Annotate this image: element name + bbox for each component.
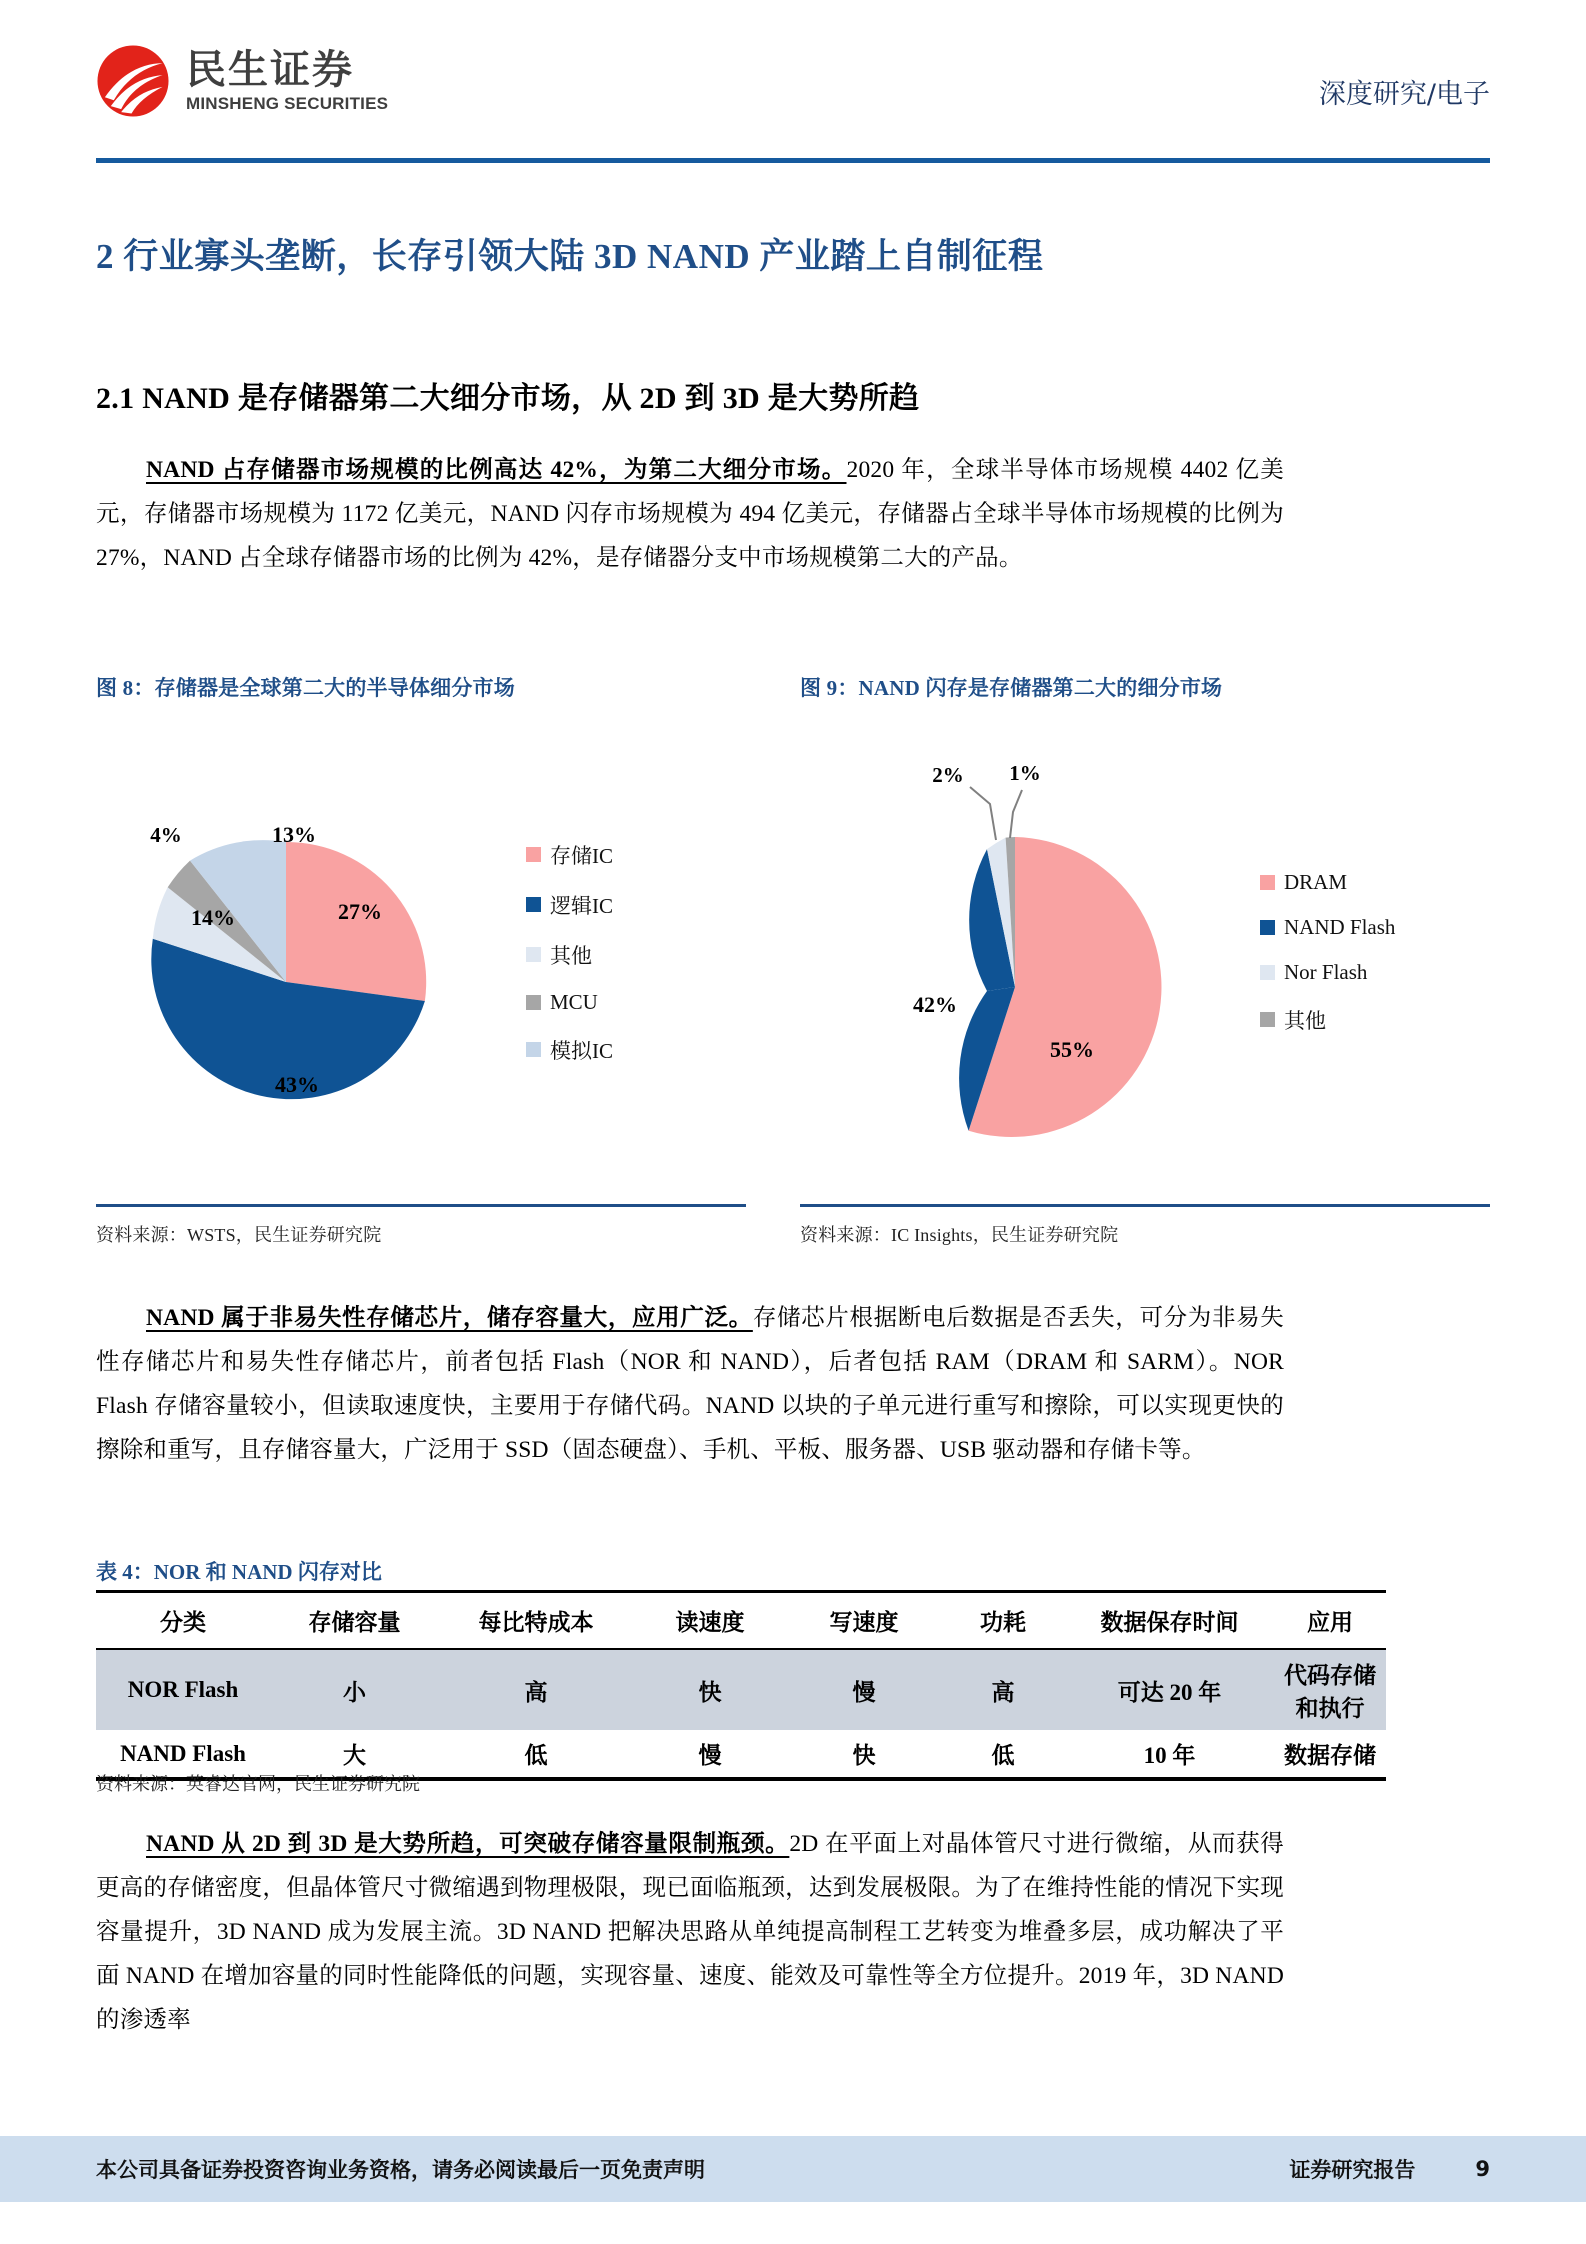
paragraph-3: [96, 1822, 1284, 2042]
figure-9-legend: [1260, 870, 1395, 1035]
pie-slice-label-qita: 1%: [1009, 761, 1041, 785]
legend-item-nor-flash: [1260, 960, 1395, 985]
table-header-row: [96, 1592, 1386, 1650]
footer-doc-type: 证券研究报告: [1289, 2158, 1416, 2182]
legend-item-moni-ic: [526, 1035, 613, 1065]
pie-chart-memory-segments: [800, 732, 1260, 1172]
table-cell: 慢: [633, 1730, 787, 1779]
table-col-header-category: 分类: [96, 1592, 270, 1650]
legend-item-luoji-ic: [526, 890, 613, 920]
legend-swatch-icon: [1260, 920, 1275, 935]
company-logo: [96, 44, 388, 118]
table-cell: 代码存储和执行: [1274, 1649, 1386, 1730]
legend-item-qita: [526, 940, 613, 970]
table-cell: 小: [270, 1649, 439, 1730]
figure-9-title: 图 9：NAND 闪存是存储器第二大的细分市场: [800, 676, 1223, 700]
table-cell: 数据存储: [1274, 1730, 1386, 1779]
pie-chart-semiconductor-segments: [96, 732, 526, 1172]
paragraph-3-lead: NAND 从 2D 到 3D 是大势所趋，可突破存储容量限制瓶颈。: [146, 1831, 790, 1857]
legend-label: NAND Flash: [1284, 914, 1396, 939]
pie-slice-label-nor-flash: 2%: [932, 763, 964, 787]
table-cell: 慢: [787, 1649, 941, 1730]
header-divider: [96, 158, 1490, 163]
legend-item-cunchu-ic: [526, 840, 613, 870]
legend-swatch-icon: [526, 947, 541, 962]
table-cell: 低: [439, 1730, 633, 1779]
legend-item-nand-flash: [1260, 915, 1395, 940]
legend-label: 存储IC: [550, 843, 613, 868]
logo-chinese-text: 民生证券: [186, 46, 354, 93]
table-col-header-cost-per-bit: 每比特成本: [439, 1592, 633, 1650]
legend-label: 其他: [550, 943, 592, 968]
legend-swatch-icon: [1260, 1012, 1275, 1027]
table-col-header-power: 功耗: [941, 1592, 1065, 1650]
legend-label: Nor Flash: [1284, 959, 1368, 984]
figure-9: [800, 672, 1490, 1252]
page-footer: [0, 2136, 1586, 2202]
table-4-source: 资料来源：英睿达官网，民生证券研究院: [96, 1774, 420, 1794]
table-cell: 高: [439, 1649, 633, 1730]
paragraph-1: [96, 448, 1284, 580]
table-col-header-read-speed: 读速度: [633, 1592, 787, 1650]
figure-9-divider: [800, 1204, 1490, 1207]
table-row-nor-flash: [96, 1649, 1386, 1730]
pie-slice-label-cunchu-ic: 27%: [338, 899, 382, 924]
pie-slice-label-dram: 55%: [1050, 1037, 1094, 1062]
table-cell: 可达 20 年: [1065, 1649, 1274, 1730]
table-cell: 快: [787, 1730, 941, 1779]
legend-swatch-icon: [1260, 965, 1275, 980]
paragraph-1-lead: NAND 占存储器市场规模的比例高达 42%，为第二大细分市场。: [146, 457, 847, 483]
table-cell: NOR Flash: [96, 1649, 270, 1730]
legend-label: DRAM: [1284, 869, 1348, 894]
figure-8-divider: [96, 1204, 746, 1207]
paragraph-2: [96, 1296, 1284, 1472]
table-col-header-write-speed: 写速度: [787, 1592, 941, 1650]
table-4-title: 表 4：NOR 和 NAND 闪存对比: [96, 1560, 382, 1584]
callout-leader-line: [1010, 790, 1022, 838]
legend-label: 模拟IC: [550, 1038, 613, 1063]
legend-label: 其他: [1284, 1008, 1326, 1033]
pie-slice-label-nand-flash: 42%: [913, 992, 957, 1017]
section-heading-1: 2 行业寡头垄断，长存引领大陆 3D NAND 产业踏上自制征程: [96, 237, 1044, 276]
figure-8-chart: [96, 702, 746, 1202]
table-cell: 低: [941, 1730, 1065, 1779]
pie-slice-label-qita: 14%: [191, 905, 235, 930]
figure-8-legend: [526, 840, 613, 1065]
pie-slice-label-luoji-ic: 43%: [275, 1072, 319, 1097]
table-col-header-retention: 数据保存时间: [1065, 1592, 1274, 1650]
legend-swatch-icon: [526, 847, 541, 862]
paragraph-3-body: 2D 在平面上对晶体管尺寸进行微缩，从而获得更高的存储密度，但晶体管尺寸微缩遇到物理极限，现已面临瓶颈，达到发展极限。为了在维持性能的情况下实现容量提升，3D NAND 成为发展主流。3D NAND 把解决思路从单纯提高制程工艺转变为堆叠多层，成功解决了平面 NAND 在增加容量的同时性能降低的问题，实现容量、速度、能效及可靠性等全方位提升。2019 年，3D NAND 的渗透率: [96, 1831, 1284, 2033]
legend-item-mcu: [526, 990, 613, 1015]
figure-8: [96, 672, 746, 1252]
callout-leader-line: [970, 787, 996, 840]
paragraph-2-lead: NAND 属于非易失性存储芯片，储存容量大，应用广泛。: [146, 1305, 753, 1331]
legend-item-qita: [1260, 1005, 1395, 1035]
header-category-label: 深度研究/电子: [1318, 79, 1490, 110]
logo-english-text: MINSHENG SECURITIES: [186, 93, 389, 113]
footer-disclaimer: 本公司具备证券投资咨询业务资格，请务必阅读最后一页免责声明: [96, 2158, 705, 2182]
footer-page-number: 9: [1475, 2157, 1490, 2181]
legend-swatch-icon: [526, 995, 541, 1010]
legend-item-dram: [1260, 870, 1395, 895]
pie-slice-label-mcu: 4%: [150, 823, 182, 847]
paragraph-1-body: 2020 年，全球半导体市场规模 4402 亿美元，存储器市场规模为 1172 亿美元，NAND 闪存市场规模为 494 亿美元，存储器占全球半导体市场规模的比例为 27%，NAND 占全球存储器市场的比例为 42%，是存储器分支中市场规模第二大的产品。: [96, 457, 1284, 571]
pie-slice-label-moni-ic: 13%: [272, 822, 316, 847]
figure-9-source: 资料来源：IC Insights，民生证券研究院: [800, 1225, 1119, 1245]
table-4: [96, 1590, 1386, 1781]
legend-swatch-icon: [526, 897, 541, 912]
table-cell: 高: [941, 1649, 1065, 1730]
page-header: [0, 0, 1586, 160]
minsheng-logo-icon: [96, 44, 170, 118]
table-cell: 快: [633, 1649, 787, 1730]
table-col-header-application: 应用: [1274, 1592, 1386, 1650]
paragraph-2-body: 存储芯片根据断电后数据是否丢失，可分为非易失性存储芯片和易失性存储芯片，前者包括 Flash（NOR 和 NAND），后者包括 RAM（DRAM 和 SARM）。NOR Flash 存储容量较小，但读取速度快，主要用于存储代码。NAND 以块的子单元进行重写和擦除，可以实现更快的擦除和重写，且存储容量大，广泛用于 SSD（固态硬盘）、手机、平板、服务器、USB 驱动器和存储卡等。: [96, 1305, 1284, 1463]
table-cell: 10 年: [1065, 1730, 1274, 1779]
legend-label: 逻辑IC: [550, 893, 613, 918]
table-col-header-capacity: 存储容量: [270, 1592, 439, 1650]
table-cell-text: NAND Flash: [120, 1741, 246, 1766]
figure-8-title: 图 8：存储器是全球第二大的半导体细分市场: [96, 676, 515, 700]
legend-swatch-icon: [526, 1042, 541, 1057]
table-cell: 大: [270, 1730, 439, 1779]
figure-9-chart: [800, 702, 1490, 1202]
legend-swatch-icon: [1260, 875, 1275, 890]
section-heading-2: 2.1 NAND 是存储器第二大细分市场，从 2D 到 3D 是大势所趋: [96, 382, 920, 415]
figure-8-source: 资料来源：WSTS，民生证券研究院: [96, 1225, 382, 1245]
legend-label: MCU: [550, 989, 598, 1014]
